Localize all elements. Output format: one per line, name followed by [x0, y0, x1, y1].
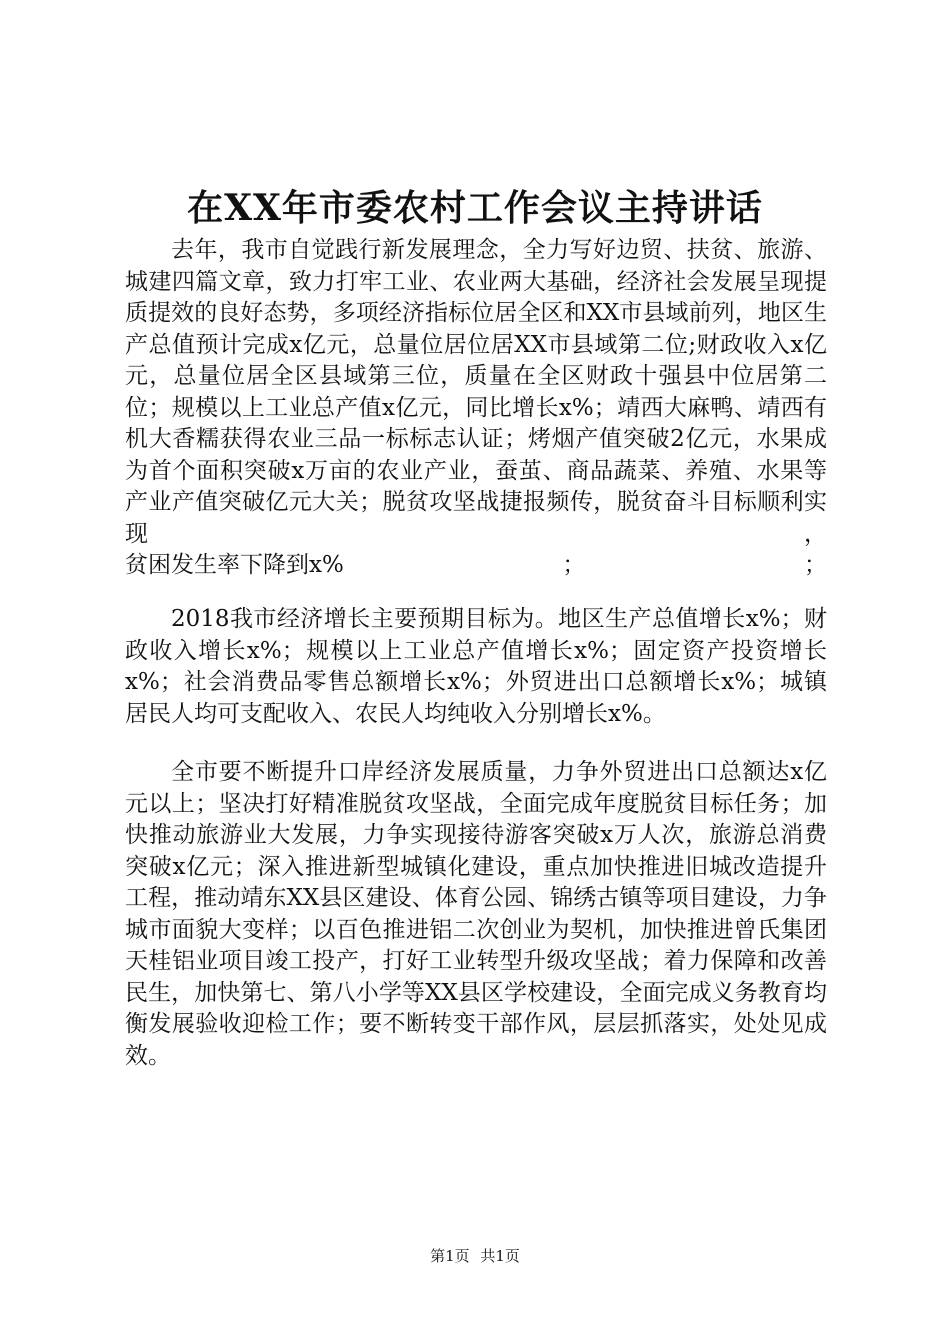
- page-total: 共1页: [480, 1247, 520, 1265]
- paragraph-1-semicolon-2: ；: [803, 552, 827, 578]
- paragraph-1-tail: 贫困发生率下降到x%: [125, 552, 344, 578]
- page-title: 在XX年市委农村工作会议主持讲话: [187, 187, 763, 229]
- paragraph-2: 2018我市经济增长主要预期目标为。地区生产总值增长x%；财政收入增长x%；规模以上工业总产值增长x%；固定资产投资增长x%；社会消费品零售总额增长x%；外贸进出口总额增长x%；城镇居民人均可支配收入、农民人均纯收入分别增长x%。: [125, 606, 827, 727]
- paragraph-1-main: 去年，我市自觉践行新发展理念，全力写好边贸、扶贫、旅游、城建四篇文章，致力打牢工业、农业两大基础，经济社会发展呈现提质提效的良好态势，多项经济指标位居全区和XX市县域前列，地区生产总值预计完成x亿元，总量位居位居XX市县域第二位;财政收入x亿元，总量位居全区县域第三位，质量在全区财政十强县中位居第二位；规模以上工业总产值x亿元，同比增长x%；靖西大麻鸭、靖西有机大香糯获得农业三品一标标志认证；烤烟产值突破2亿元，水果成为首个面积突破x万亩的农业产业，蚕茧、商品蔬菜、养殖、水果等产业产值突破亿元大关；脱贫攻坚战捷报频传，脱贫奋斗目标顺利实现，: [125, 237, 827, 547]
- paragraph-1-semicolon-1: ；: [562, 552, 586, 578]
- paragraph-1-last-line: [125, 550, 827, 582]
- page-footer: [0, 1246, 950, 1266]
- paragraph-1: [125, 235, 827, 582]
- page-number: 第1页: [430, 1247, 470, 1265]
- paragraph-3: 全市要不断提升口岸经济发展质量，力争外贸进出口总额达x亿元以上；坚决打好精准脱贫攻坚战，全面完成年度脱贫目标任务；加快推动旅游业大发展，力争实现接待游客突破x万人次，旅游总消费突破x亿元；深入推进新型城镇化建设，重点加快推进旧城改造提升工程，推动靖东XX县区建设、体育公园、锦绣古镇等项目建设，力争城市面貌大变样；以百色推进铝二次创业为契机，加快推进曾氏集团天桂铝业项目竣工投产，打好工业转型升级攻坚战；着力保障和改善民生，加快第七、第八小学等XX县区学校建设，全面完成义务教育均衡发展验收迎检工作；要不断转变干部作风，层层抓落实，处处见成效。: [125, 759, 827, 1069]
